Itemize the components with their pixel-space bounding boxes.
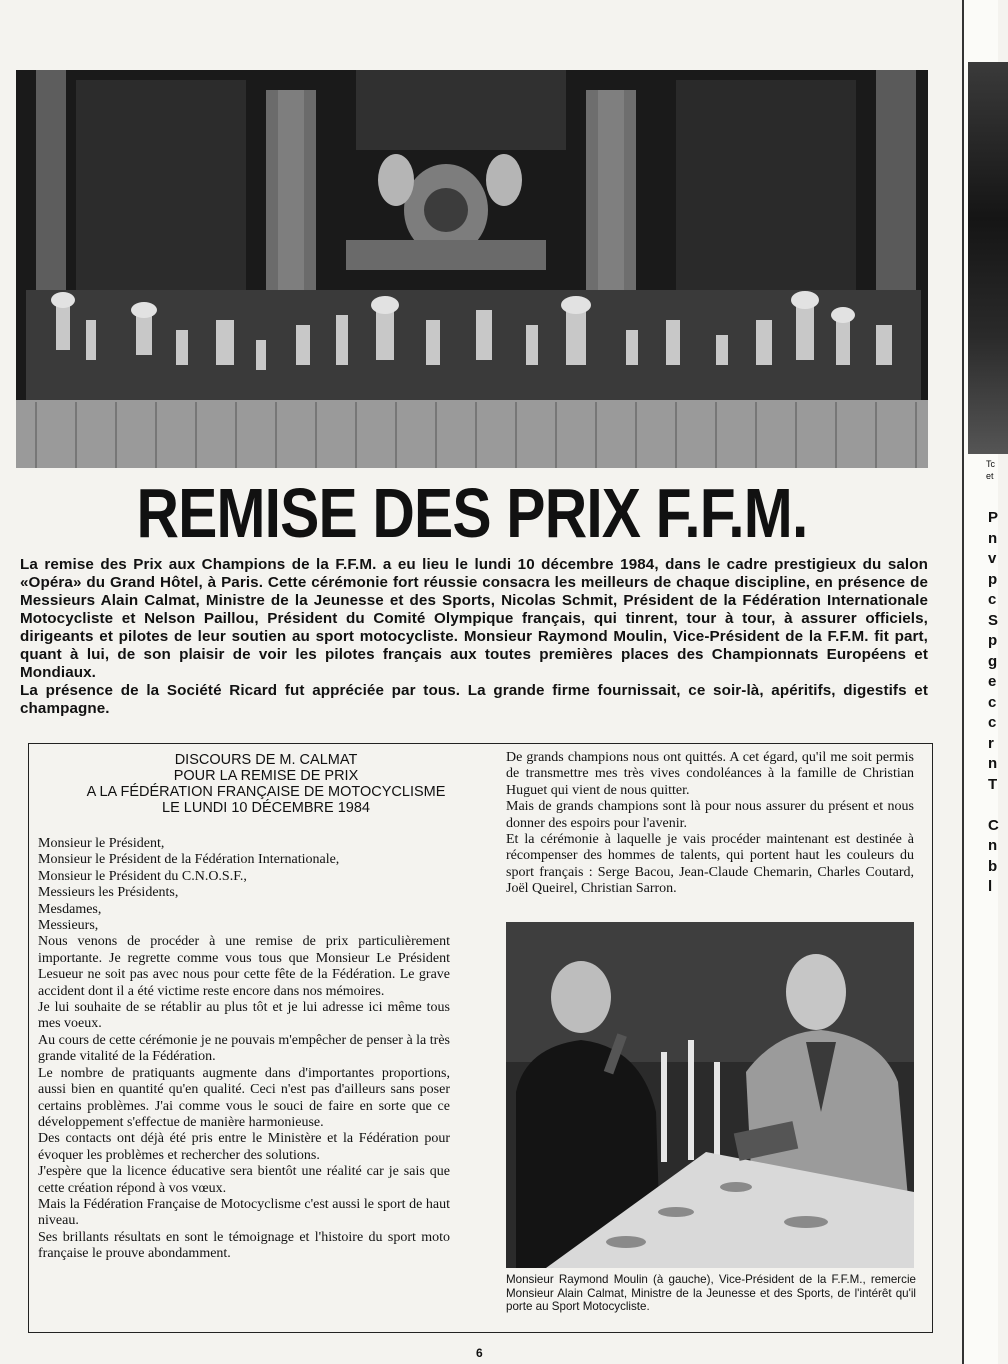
next-page-letter: n [988,529,998,547]
speech-paragraph: Je lui souhaite de se rétablir au plus tôt et je lui adresse ici même tous mes voeux. [38,1000,450,1032]
speech-title-line: DISCOURS DE M. CALMAT [174,752,358,768]
next-page-letter: P [988,509,999,526]
salutation: Messieurs, [38,918,99,934]
page-number: 6 [476,1346,483,1360]
speech-left-column [38,836,450,1263]
salutation: Monsieur le Président de la Fédération Internationale, [38,852,340,868]
next-page-letter: l [988,878,993,895]
next-page-letter: r [988,734,994,752]
salutation: Mesdames, [38,901,102,917]
handshake-photo [506,922,914,1268]
intro-paragraph: La présence de la Société Ricard fut appréciée par tous. La grande firme fournissait, ce soir-là, apéritifs, digestifs et champagne. [20,682,928,717]
next-page-letter: c [988,714,997,731]
speech-paragraph: Des contacts ont déjà été pris entre le Ministère et la Fédération pour évoquer les problèmes et rechercher des solutions. [38,1131,450,1163]
next-page-letter: C [988,816,999,834]
next-page-letter: n [988,755,998,772]
speech-title-line: A LA FÉDÉRATION FRANÇAISE DE MOTOCYCLISME [86,784,446,800]
speech-paragraph: Et la cérémonie à laquelle je vais procéder maintenant est destinée à récompenser des hommes de talents, qui portent haut les couleurs du sport français : Serge Bacou, Jean-Claude Chemarin, Charles Coutard, Joël Queirel, Christian Sarron. [506,832,914,897]
speech-paragraph: J'espère que la licence éducative sera bientôt une réalité car je sais que cette création répond à vos vœux. [38,1164,450,1196]
speech-paragraph: Mais la Fédération Française de Motocyclisme c'est aussi le sport de haut niveau. [38,1196,450,1229]
next-page-letter: v [988,550,997,567]
next-page-caption [986,458,995,482]
headline: REMISE DES PRIX F.F.M. [136,474,808,552]
intro-text [20,556,928,718]
next-page-letter: c [988,591,997,608]
next-page-letter: c [988,693,997,711]
next-page-caption-line: et [986,471,994,481]
intro-paragraph: La remise des Prix aux Champions de la F.F.M. a eu lieu le lundi 10 décembre 1984, dans le cadre prestigieux du salon «Opéra» du Grand Hôtel, à Paris. Cette cérémonie fort réussie consacra les meilleurs de chaque discipline, en présence de Messieurs Alain Calmat, Ministre de la Jeunesse et des Sports, Nicolas Schmit, Président de la Fédération Internationale Motocycliste et Nelson Paillou, Président du Comité Olympique français, qui tinrent, tour à tour, à assurer officiels, dirigeants et pilotes de leur soutien au sport motocycliste. Monsieur Raymond Moulin, Vice-Président de la F.F.M. fit part, quant à lui, de son plaisir de voir les pilotes français aux toutes premières places des Championnats Européens et Mondiaux. [20,556,928,681]
next-page-letter: n [988,837,998,854]
next-page-letter: T [988,775,998,793]
speech-paragraph: Nous venons de procéder à une remise de prix particulièrement importante. Je regrette comme vous tous que Monsieur Le Président Lesueur ne soit pas avec nous pour cette fête de la Fédération. Le grave accident dont il a été victime reste encore dans nos mémoires. [38,934,450,999]
speech-title [42,752,490,816]
next-page-letter [988,795,999,816]
speech-title-line: LE LUNDI 10 DÉCEMBRE 1984 [162,800,370,816]
salutation: Monsieur le Président du C.N.O.S.F., [38,868,247,884]
next-page-text [988,508,999,898]
next-page-caption-line: Tc [986,459,995,469]
speech-title-line: POUR LA REMISE DE PRIX [173,768,359,784]
speech-paragraph: Au cours de cette cérémonie je ne pouvais m'empêcher de penser à la très grande vitalité de la Fédération. [38,1032,450,1065]
trophy-table-photo [16,70,928,468]
next-page-letter: g [988,652,998,670]
salutation: Messieurs les Présidents, [38,885,179,901]
photo-caption: Monsieur Raymond Moulin (à gauche), Vice-Président de la F.F.M., remercie Monsieur Alain Calmat, Ministre de la Jeunesse et des Sports, de l'intérêt qu'il porte au Sport Motocycliste. [506,1273,916,1313]
next-page-letter: p [988,570,998,588]
speech-paragraph: Le nombre de pratiquants augmente dans d'importantes proportions, aussi bien en quantité qu'en qualité. Ceci n'est pas d'ailleurs sans poser certains problèmes. J'ai comme vous le souci de faire en sorte que ce développement s'effectue de manière harmonieuse. [38,1065,450,1130]
next-page-letter: e [988,673,997,690]
next-page-letter: p [988,632,998,649]
next-page-letter: b [988,857,998,875]
next-page-photo [968,62,1008,454]
salutation: Monsieur le Président, [38,836,165,851]
next-page-letter: S [988,611,999,629]
next-page-edge [962,0,998,1364]
speech-right-column [506,750,914,898]
speech-paragraph: Ses brillants résultats en sont le témoignage et l'histoire du sport moto française le prouve abondamment. [38,1229,450,1262]
speech-paragraph: Mais de grands champions sont là pour nous assurer du présent et nous donner des espoirs pour l'avenir. [506,799,914,831]
speech-paragraph: De grands champions nous ont quittés. A cet égard, qu'il me soit permis de transmettre mes très vives condoléances à la famille de Christian Huguet qui vient de nous quitter. [506,750,914,798]
